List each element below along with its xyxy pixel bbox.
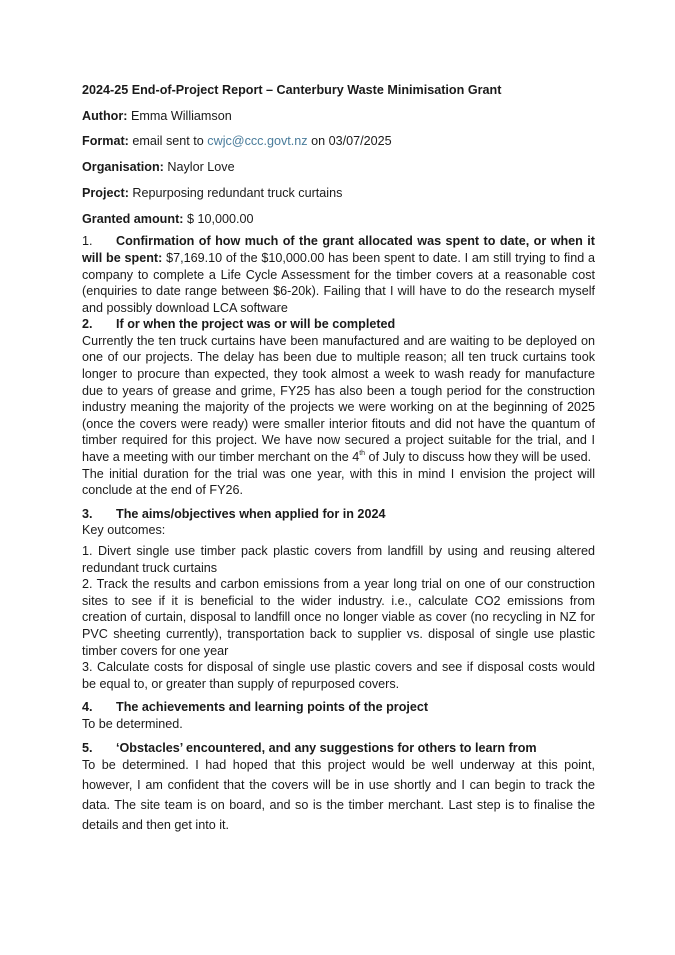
section-4-heading-line: [82, 699, 595, 716]
section-4-heading: The achievements and learning points of the project: [116, 700, 429, 715]
outcome-item-3: 3. Calculate costs for disposal of single use plastic covers and see if disposal costs would be equal to, or greater than supply of repurposed covers.: [82, 660, 595, 691]
section-5-body: To be determined. I had hoped that this project would be well underway at this point, however, I am confident that the covers will be in use shortly and I can begin to track the data. The site team is on board, and so is the timber merchant. Last step is to finalise the details and then get into it.: [82, 758, 595, 832]
format-suffix: on 03/07/2025: [311, 134, 392, 149]
project-label: Project:: [82, 185, 129, 200]
section-2-body2: The initial duration for the trial was one year, with this in mind I envision the project will conclude at the end of FY26.: [82, 466, 595, 498]
section-1-heading: Confirmation of how much of the grant allocated was spent to date, or when it will be spent:: [82, 234, 595, 265]
granted-line: [82, 211, 595, 228]
section-2-heading-line: [82, 316, 595, 333]
spacer: [82, 499, 595, 506]
format-line: [82, 133, 595, 150]
format-prefix: email sent to: [132, 134, 204, 149]
spacer: [82, 733, 595, 740]
project-value: Repurposing redundant truck curtains: [132, 185, 343, 200]
organisation-value: Naylor Love: [167, 160, 235, 175]
granted-label: Granted amount:: [82, 211, 184, 226]
email-link[interactable]: cwjc@ccc.govt.nz: [207, 134, 308, 149]
section-4-number: 4.: [82, 700, 93, 715]
document-title: 2024-25 End-of-Project Report – Canterbury Waste Minimisation Grant: [82, 83, 502, 97]
section-1-body: $7,169.10 of the $10,000.00 has been spent to date. I am still trying to find a company to complete a Life Cycle Assessment for the timber covers at a reasonable cost (enquiries to date range between $6-20k). Failing that I will have to do the research myself and possibly download LCA software: [82, 250, 595, 315]
section-2-number: 2.: [82, 317, 93, 332]
section-1-number: 1.: [82, 234, 93, 249]
granted-value: $ 10,000.00: [186, 211, 254, 226]
superscript-th: th: [359, 450, 366, 458]
organisation-label: Organisation:: [82, 160, 164, 175]
outcome-item-1: 1. Divert single use timber pack plastic covers from landfill by using and reusing altered redundant truck curtains: [82, 544, 595, 575]
spacer: [82, 692, 595, 699]
section-2-body-text-end: of July to discuss how they will be used.: [365, 450, 592, 465]
section-1: [82, 233, 595, 316]
author-value: Emma Williamson: [130, 108, 232, 123]
section-3-intro: Key outcomes:: [82, 523, 166, 538]
section-2-body-text: Currently the ten truck curtains have been manufactured and are waiting to be deployed on one of our projects. The delay has been due to multiple reason; all ten truck curtains took longer to procure than expected, they took almost a week to wash ready for manufacture due to years of grease and grime, FY25 has also been a tough period for the construction industry meaning the majority of the projects we were working on at the beginning of 2025 (once the covers were ready) were smaller interior fitouts and did not have the quantum of timber required for this project. We have now secured a project suitable for the trial, and I have a meeting with our timber merchant on the 4: [82, 333, 595, 465]
section-3-number: 3.: [82, 506, 93, 521]
section-4-body: To be determined.: [82, 716, 183, 731]
section-5-heading: ‘Obstacles’ encountered, and any suggestions for others to learn from: [116, 740, 537, 755]
project-line: [82, 185, 595, 202]
author-label: Author:: [82, 108, 128, 123]
section-2-body: [82, 333, 595, 466]
document-page: [82, 82, 595, 835]
organisation-line: [82, 159, 595, 176]
section-3-heading-line: [82, 506, 595, 523]
section-5-number: 5.: [82, 740, 93, 755]
outcome-item-2: 2. Track the results and carbon emissions from a year long trial on one of our construction sites to see if it is beneficial to the wider industry. i.e., calculate CO2 emissions from creation of curtain, disposal to landfill once no longer viable as cover (no recycling in NZ for PVC sheeting currently), transportation back to supplier vs. disposal of single use plastic timber covers for one year: [82, 577, 595, 658]
section-2-heading: If or when the project was or will be completed: [116, 317, 396, 332]
section-3-heading: The aims/objectives when applied for in 2024: [116, 506, 386, 521]
section-5-heading-line: [82, 740, 595, 757]
author-line: [82, 108, 595, 125]
format-label: Format:: [82, 134, 129, 149]
